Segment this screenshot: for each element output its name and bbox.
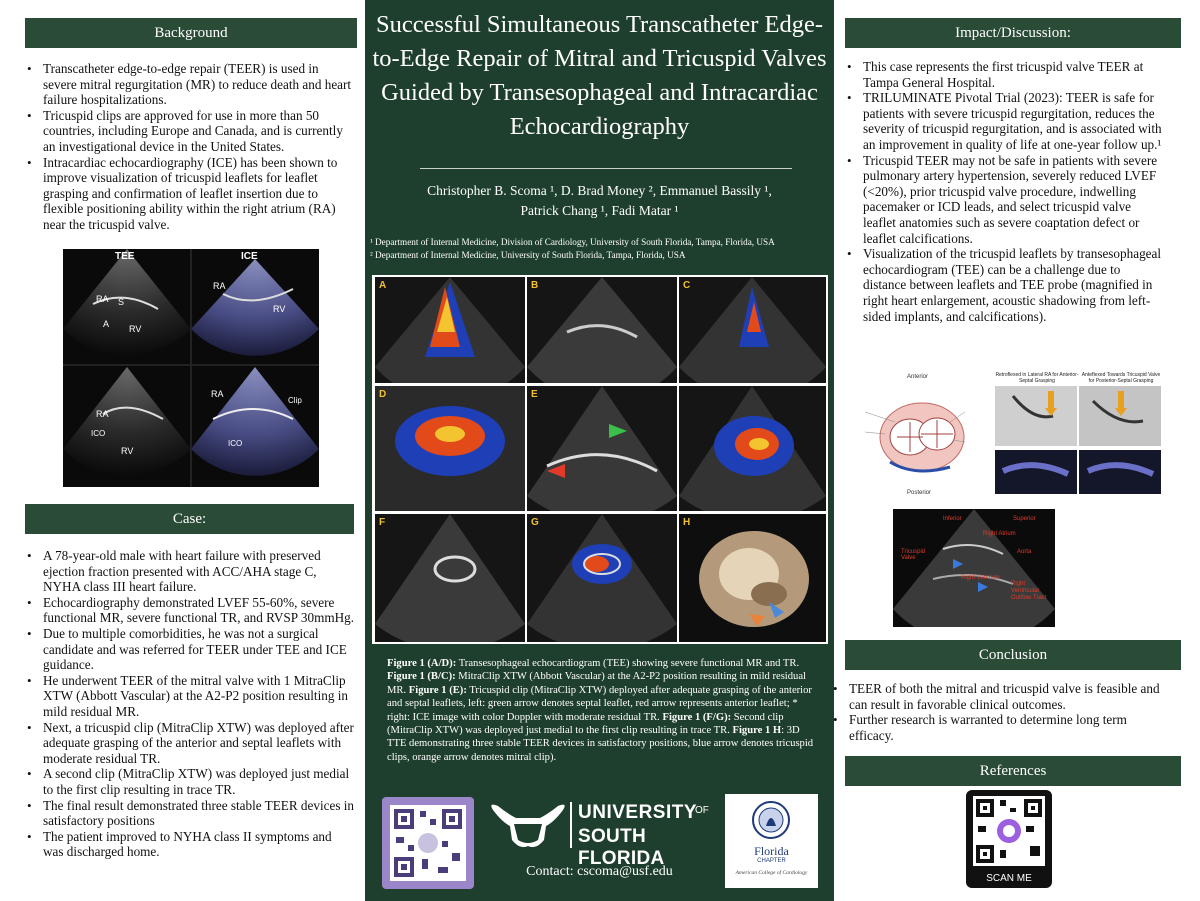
figure-panel-c (679, 277, 826, 383)
case-bullet: • He underwent TEER of the mitral valve with 1 MitraClip XTW (Abbott Vascular) at the A2-P2 position resulting in mild residual MR. (25, 673, 355, 720)
case-bullet: • The final result demonstrated three stable TEER devices in satisfactory positions (25, 798, 355, 829)
case-bullet: • The patient improved to NYHA class II symptoms and was discharged home. (25, 829, 355, 860)
affiliations (370, 236, 832, 262)
ice-inferior-label: Inferior (943, 516, 962, 522)
affiliation: ¹ Department of Internal Medicine, Division of Cardiology, University of South Florida, Tampa, Florida, USA (370, 237, 775, 247)
ice-ra-label: Right Atrium (983, 531, 1016, 537)
case-bullet: • A 78-year-old male with heart failure with preserved ejection fraction presented with ACC/AHA stage C, NYHA class III heart failure. (25, 548, 355, 595)
ra-label: RA (96, 409, 109, 419)
figure-panel-e (527, 386, 677, 511)
usf-logo (488, 800, 709, 869)
acc-florida: Florida (754, 844, 789, 858)
ice-superior-label: Superior (1013, 516, 1036, 522)
authors-line: Patrick Chang ¹, Fadi Matar ¹ (520, 203, 679, 218)
conclusion-bullet: • TEER of both the mitral and tricuspid valve is feasible and can result in favorable clinical outcomes. (831, 681, 1171, 712)
fluoroscopy-figure (993, 372, 1163, 497)
case-bullet: • Echocardiography demonstrated LVEF 55-60%, severe functional MR, severe functional TR, and RVSP 30mmHg. (25, 595, 355, 626)
rv-label: RV (121, 446, 134, 456)
caption-label: Figure 1 (F/G): (662, 711, 732, 723)
acc-college: American College of Cardiology (735, 870, 808, 876)
figure-panel-h (679, 514, 826, 642)
figure-1 (372, 275, 828, 644)
center-panel (365, 0, 834, 901)
authors-line: Christopher B. Scoma ¹, D. Brad Money ², Emmanuel Bassily ¹, (427, 183, 772, 198)
fluoro-label-left: Retroflexed in Lateral RA for Anterior-Septal Grasping (995, 372, 1079, 384)
figure-letter: D (379, 389, 387, 400)
caption-label: Figure 1 H (732, 725, 782, 737)
impact-bullet: • TRILUMINATE Pivotal Trial (2023): TEER is safe for patients with severe tricuspid regurgitation, reduces the severity of tricuspid regurgitation, and is associated with an improvement in quality of life at one-year follow up.¹ (845, 90, 1165, 152)
affiliation: ² Department of Internal Medicine, University of South Florida, Tampa, Florida, USA (370, 250, 686, 260)
background-bullet: • Intracardiac echocardiography (ICE) has been shown to improve visualization of tricuspid leaflets for leaflet grasping and confirmation of leaflet insertion due to flexible positioning ability within the right atrium (RA) near the tricuspid valve. (25, 155, 355, 233)
ice-label: ICE (241, 251, 258, 262)
impact-bullet: • Visualization of the tricuspid leaflets by transesophageal echocardiogram (TEE) can be a challenge due to distance between leaflets and TEE probe (magnified in right heart enlargement, acoustic shadowing from left-sided implants, and calcifications). (845, 246, 1165, 324)
ice-rvot-label: Right Ventricular Outflow Tract (1011, 581, 1047, 601)
caption-text: Second clip (MitraClip XTW) was deployed just medial to the first clip resulting in trace TR. (387, 711, 784, 737)
background-heading: Background (25, 18, 357, 48)
case-heading: Case: (25, 504, 354, 534)
caption-text: : 3D TTE demonstrating three stable TEER devices in satisfactory positions, blue arrow denotes tricuspid clips, orange arrow denotes mitral clip). (387, 725, 814, 763)
background-bullet: • Transcatheter edge-to-edge repair (TEER) is used in severe mitral regurgitation (MR) to reduce death and heart failure hospitalizations. (25, 61, 355, 108)
case-bullet: • Next, a tricuspid clip (MitraClip XTW) was deployed after adequate grasping of the anterior and septal leaflets with moderate residual TR. (25, 720, 355, 767)
ico-label: ICO (91, 429, 106, 438)
usf-south-florida: SOUTH FLORIDA (578, 826, 665, 869)
impact-list (845, 59, 1165, 324)
references-qr-code[interactable] (966, 790, 1052, 888)
background-list (25, 61, 355, 233)
figure-caption (387, 657, 817, 764)
caption-text: Transesophageal echocardiogram (TEE) showing severe functional MR and TR. (456, 658, 800, 669)
conclusion-list (831, 681, 1171, 743)
ice-tv-label: Tricuspid Valve (901, 549, 926, 561)
caption-text: MitraClip XTW (Abbott Vascular) at the A2-P2 position resulting in mild residual MR. (387, 671, 806, 696)
ra-label: RA (211, 389, 224, 399)
conclusion-heading: Conclusion (845, 640, 1181, 670)
caption-label: Figure 1 (B/C): (387, 671, 456, 683)
clip-label: Clip (288, 396, 302, 405)
impact-bullet: • This case represents the first tricuspid valve TEER at Tampa General Hospital. (845, 59, 1165, 90)
figure-panel-e-ice (679, 386, 826, 511)
fluoro-label-right: Anteflexed Towards Tricuspid Valve for Posterior-Septal Grasping (1081, 372, 1161, 384)
figure-panel-d (375, 386, 525, 511)
rv-label: RV (129, 324, 142, 334)
bull-logo-icon (488, 800, 568, 852)
tricuspid-anatomy-diagram (855, 372, 990, 500)
references-heading: References (845, 756, 1181, 786)
ice-aorta-label: Aorta (1017, 549, 1032, 555)
figure-letter: E (531, 389, 538, 400)
figure-panel-a (375, 277, 525, 383)
tee-label: TEE (115, 251, 135, 262)
ice-labeled-image (893, 509, 1055, 627)
impact-heading: Impact/Discussion: (845, 18, 1181, 48)
caption-label: Figure 1 (A/D): (387, 658, 457, 669)
background-bullet: • Tricuspid clips are approved for use in more than 50 countries, including Europe and Canada, and is currently an investigational device in the United States. (25, 108, 355, 155)
figure-letter: A (379, 280, 387, 291)
s-label: S (118, 297, 125, 307)
figure-letter: H (683, 517, 691, 528)
title-divider (420, 168, 792, 169)
poster-title: Successful Simultaneous Transcatheter Edge-to-Edge Repair of Mitral and Tricuspid Valves Guided by Transesophageal and Intracardiac Echocardiography (372, 11, 827, 140)
acc-seal-icon (751, 800, 791, 840)
acc-chapter: CHAPTER (757, 858, 786, 864)
tee-ice-image-grid (63, 249, 319, 487)
ra-label: RA (213, 281, 226, 291)
caption-label: Figure 1 (E): (408, 684, 467, 696)
a-label: A (103, 319, 110, 329)
figure-letter: F (379, 517, 386, 528)
rv-label: RV (273, 304, 286, 314)
ice-rv-label: Right Ventricle (961, 575, 1000, 581)
ra-label: RA (96, 294, 109, 304)
figure-letter: B (531, 280, 539, 291)
usf-university: UNIVERSITY (578, 802, 698, 823)
conclusion-bullet: • Further research is warranted to determine long term efficacy. (831, 712, 1171, 743)
logo-divider (570, 802, 572, 848)
caption-text: Tricuspid clip (MitraClip XTW) deployed after adequate grasping of the anterior and septal leaflets, left: green arrow denotes septal leaflet, red arrow represents anterior leaflet; * right: ICE image with color Doppler with moderate residual TR. (387, 684, 812, 723)
usf-of: OF (695, 805, 709, 816)
figure-panel-g (527, 514, 677, 642)
anatomy-posterior-label: Posterior (907, 490, 932, 496)
case-list (25, 548, 355, 860)
scan-me-label: SCAN ME (986, 873, 1032, 884)
contact-email: Contact: cscoma@usf.edu (526, 864, 673, 879)
figure-letter: G (531, 517, 539, 528)
ico-label: ICO (228, 439, 243, 448)
impact-bullet: • Tricuspid TEER may not be safe in patients with severe pulmonary artery hypertension, severely reduced LVEF (<20%), prior tricuspid valve procedure, indwelling pacemaker or ICD leads, and select tricuspid valve leaflet anatomies such as severe coaptation defect or leaflet calcifications. (845, 153, 1165, 247)
anatomy-anterior-label: Anterior (907, 374, 929, 380)
figure-panel-f (375, 514, 525, 642)
case-bullet: • Due to multiple comorbidities, he was not a surgical candidate and was referred for TEER under TEE and ICE guidance. (25, 626, 355, 673)
figure-letter: C (683, 280, 691, 291)
authors (365, 181, 834, 221)
figure-panel-b (527, 277, 677, 383)
case-bullet: • A second clip (MitraClip XTW) was deployed just medial to the first clip resulting in trace TR. (25, 766, 355, 797)
